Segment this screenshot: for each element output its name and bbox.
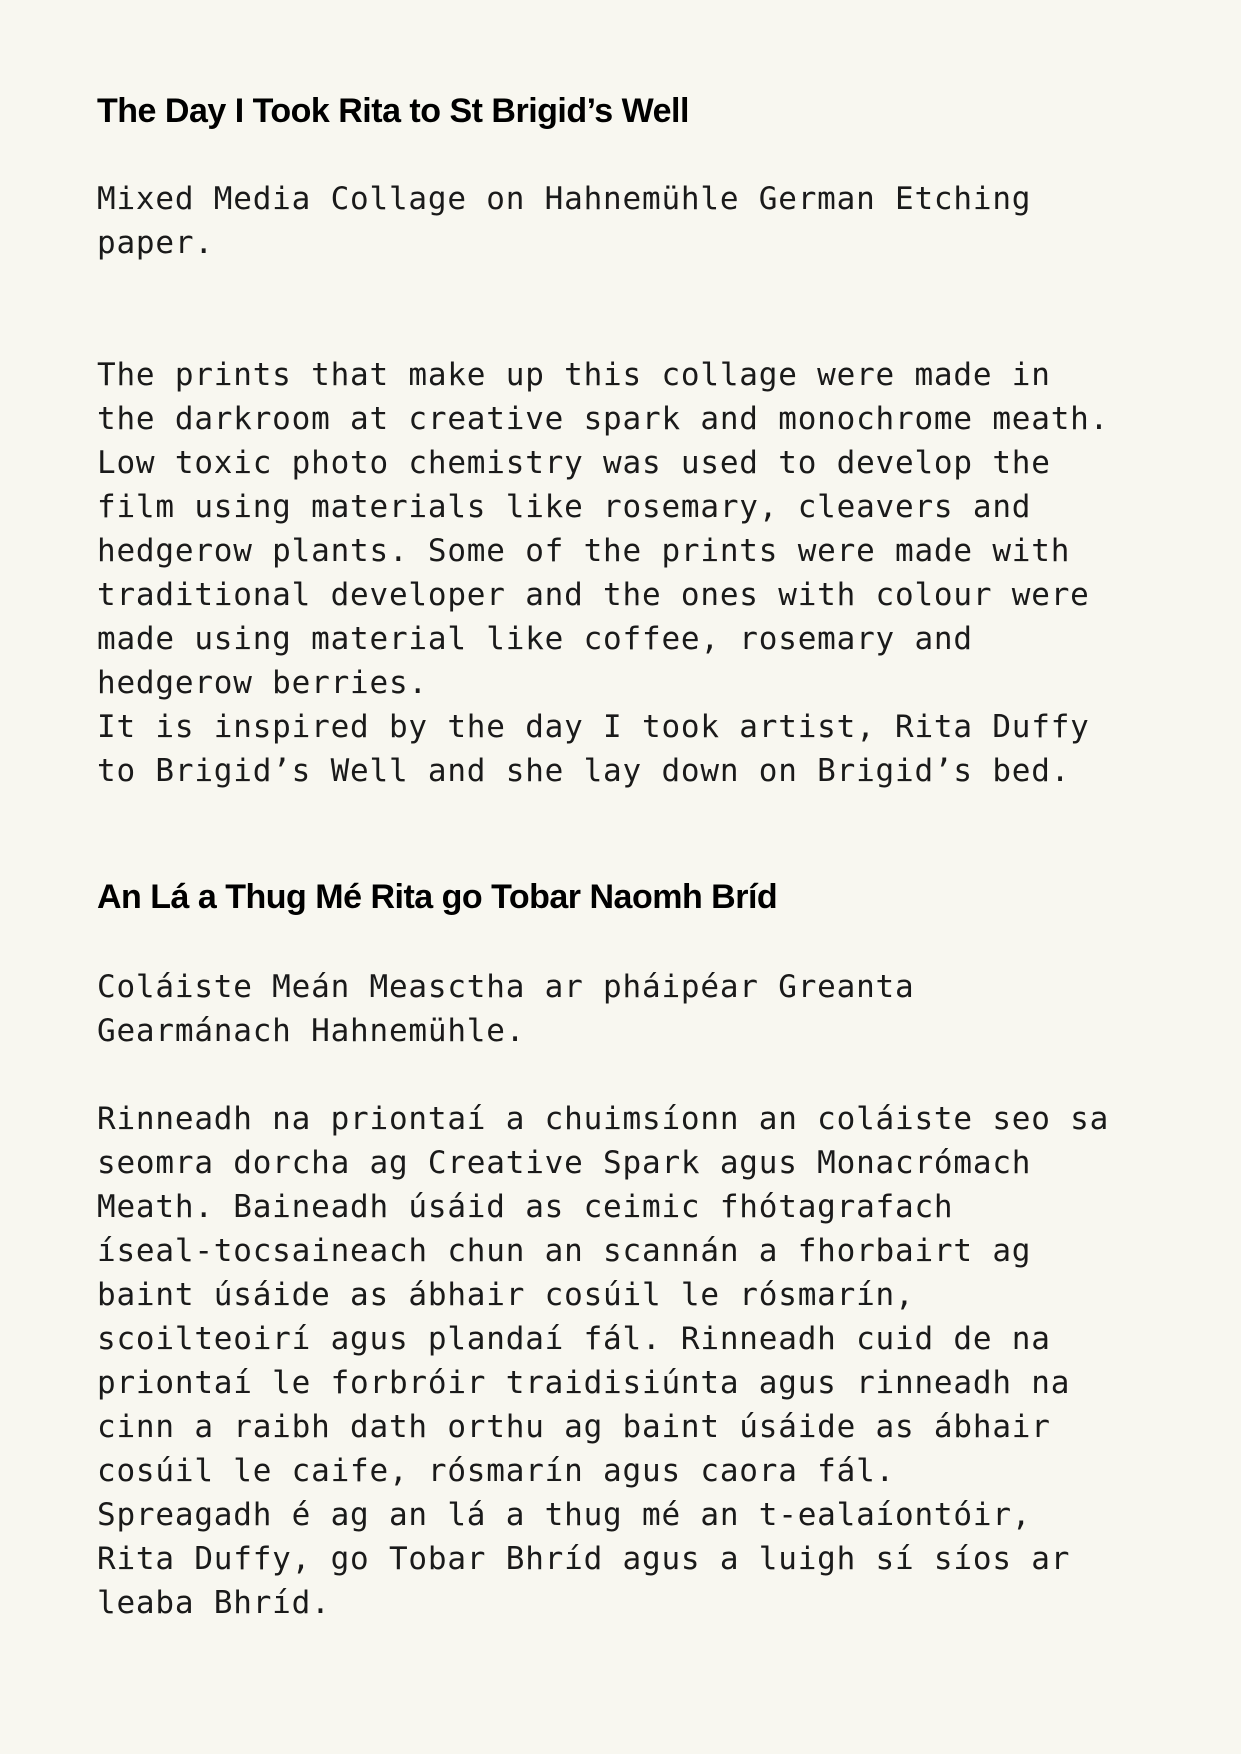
english-medium-text: Mixed Media Collage on Hahnemühle German Etching paper. <box>97 181 1032 261</box>
english-description: The prints that make up this collage were made in the darkroom at creative spark and monochrome meath. Low toxic photo chemistry was used to develop the film using materials like rosemary, cleavers and hedgerow plants. Some of the prints were made with traditional developer and the ones with colour were made using material like coffee, rosemary and hedgerow berries. It is inspired by the day I took artist, Rita Duffy to Brigid’s Well and she lay down on Brigid’s bed. <box>97 357 1110 789</box>
english-title: The Day I Took Rita to St Brigid’s Well <box>97 92 689 130</box>
irish-description: Rinneadh na priontaí a chuimsíonn an coláiste seo sa seomra dorcha ag Creative Spark agus Monacrómach Meath. Baineadh úsáid as ceimic fhótagrafach íseal-tocsaineach chun an scannán a fhorbairt ag baint úsáide as ábhair cosúil le rósmarín, scoilteoirí agus plandaí fál. Rinneadh cuid de na priontaí le forbróir traidisiúnta agus rinneadh na cinn a raibh dath orthu ag baint úsáide as ábhair cosúil le caife, rósmarín agus caora fál. Spreagadh é ag an lá a thug mé an t-ealaíontóir, Rita Duffy, go Tobar Bhríd agus a luigh sí síos ar leaba Bhríd. <box>97 1101 1110 1621</box>
irish-medium-text: Coláiste Meán Measctha ar pháipéar Greanta Gearmánach Hahnemühle. <box>97 969 915 1049</box>
irish-title: An Lá a Thug Mé Rita go Tobar Naomh Bríd <box>97 878 778 916</box>
